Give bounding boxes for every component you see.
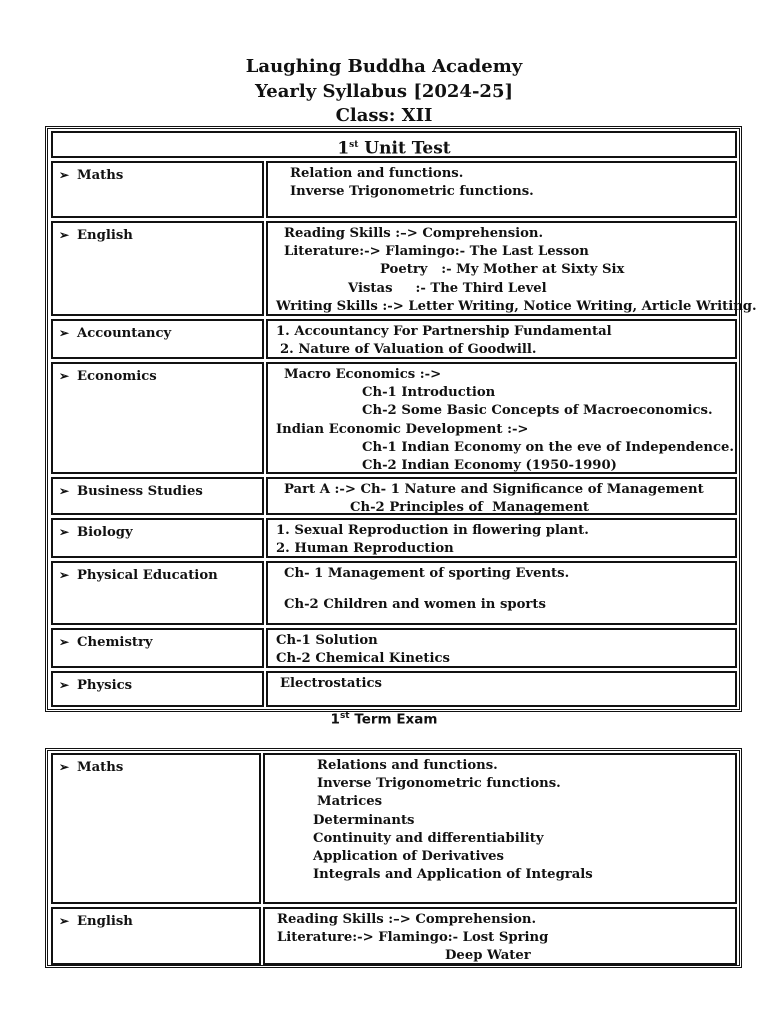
- topic-line: Ch-2 Indian Economy (1950-1990): [362, 458, 617, 474]
- topic-line: Ch-2 Principles of Management: [350, 500, 590, 516]
- topic-line: Macro Economics :->: [284, 367, 442, 382]
- topic-line: Writing Skills :-> Letter Writing, Notice Writing, Article Writing.: [276, 298, 757, 314]
- topic-line: Ch-1 Introduction: [362, 385, 496, 401]
- bullet-arrow-icon: ➢: [59, 914, 70, 928]
- topic-line: Poetry :- My Mother at Sixty Six: [380, 262, 625, 278]
- bullet-arrow-icon: ➢: [59, 228, 70, 242]
- topic-line: Ch-2 Chemical Kinetics: [276, 651, 450, 667]
- topic-line: 2. Human Reproduction: [276, 541, 454, 557]
- topic-line: Literature:-> Flamingo:- The Last Lesson: [284, 244, 589, 260]
- topic-line: Part A :-> Ch- 1 Nature and Significance of Management: [284, 482, 704, 497]
- unit-test-title: 1st Unit Test: [51, 131, 737, 158]
- topic-line: Electrostatics: [280, 676, 382, 691]
- topic-line: Inverse Trigonometric functions.: [317, 776, 561, 792]
- topic-line: Ch-2 Children and women in sports: [284, 597, 546, 613]
- topic-line: Relation and functions.: [290, 166, 464, 181]
- unit-topics-physics: [266, 671, 737, 707]
- topic-line: Reading Skills :–> Comprehension.: [277, 912, 537, 927]
- bullet-arrow-icon: ➢: [59, 369, 70, 383]
- topic-line: Reading Skills :–> Comprehension.: [284, 226, 544, 241]
- subject-label: Business Studies: [77, 484, 203, 499]
- unit-subject-accountancy: [51, 319, 264, 359]
- topic-line: Inverse Trigonometric functions.: [290, 184, 534, 200]
- syllabus-title: Yearly Syllabus [2024-25]: [255, 81, 513, 102]
- term-topics-maths: [263, 753, 737, 904]
- unit-subject-economics: [51, 362, 264, 474]
- bullet-arrow-icon: ➢: [59, 568, 70, 582]
- topic-line: Ch-1 Solution: [276, 633, 378, 648]
- topic-line: 1. Sexual Reproduction in flowering plant.: [276, 523, 589, 538]
- unit-topics-maths: [266, 161, 737, 218]
- bullet-arrow-icon: ➢: [59, 635, 70, 649]
- unit-topics-economics: [266, 362, 737, 474]
- unit-subject-maths: [51, 161, 264, 218]
- term-subject-maths: [51, 753, 261, 904]
- topic-line: Determinants: [313, 812, 415, 828]
- subject-label: Accountancy: [77, 326, 172, 341]
- class-label: Class: XII: [335, 105, 433, 126]
- unit-subject-physical-education: [51, 561, 264, 625]
- bullet-arrow-icon: ➢: [59, 678, 70, 692]
- term-subject-english: [51, 907, 261, 965]
- term-topics-english: [263, 907, 737, 965]
- topic-line: Ch- 1 Management of sporting Events.: [284, 566, 570, 581]
- subject-label: Maths: [77, 168, 124, 183]
- school-name: Laughing Buddha Academy: [245, 56, 523, 77]
- unit-subject-business-studies: [51, 477, 264, 515]
- topic-line: Relations and functions.: [317, 758, 498, 773]
- subject-label: Physics: [77, 678, 133, 693]
- topic-line: Matrices: [317, 794, 383, 810]
- topic-line: 2. Nature of Valuation of Goodwill.: [280, 342, 537, 358]
- subject-label: Physical Education: [77, 568, 218, 583]
- bullet-arrow-icon: ➢: [59, 168, 70, 182]
- unit-subject-physics: [51, 671, 264, 707]
- subject-label: English: [77, 228, 133, 243]
- unit-topics-biology: [266, 518, 737, 558]
- subject-label: Economics: [77, 369, 157, 384]
- unit-topics-business-studies: [266, 477, 737, 515]
- topic-line: Continuity and differentiability: [313, 830, 544, 846]
- unit-subject-chemistry: [51, 628, 264, 668]
- unit-subject-english: [51, 221, 264, 316]
- subject-label: Biology: [77, 525, 133, 540]
- bullet-arrow-icon: ➢: [59, 760, 70, 774]
- subject-label: English: [77, 914, 133, 929]
- topic-line: Integrals and Application of Integrals: [313, 867, 593, 883]
- topic-line: Deep Water: [445, 948, 531, 964]
- topic-line: Application of Derivatives: [313, 849, 504, 865]
- unit-topics-physical-education: [266, 561, 737, 625]
- topic-line: 1. Accountancy For Partnership Fundamental: [276, 324, 612, 339]
- bullet-arrow-icon: ➢: [59, 326, 70, 340]
- term-exam-title: 1st Term Exam: [330, 711, 438, 728]
- subject-label: Maths: [77, 760, 124, 775]
- topic-line: Vistas :- The Third Level: [348, 280, 547, 296]
- bullet-arrow-icon: ➢: [59, 525, 70, 539]
- subject-label: Chemistry: [77, 635, 153, 650]
- unit-subject-biology: [51, 518, 264, 558]
- unit-topics-accountancy: [266, 319, 737, 359]
- unit-topics-chemistry: [266, 628, 737, 668]
- topic-line: Indian Economic Development :->: [276, 421, 529, 437]
- unit-topics-english: [266, 221, 757, 316]
- bullet-arrow-icon: ➢: [59, 484, 70, 498]
- topic-line: Ch-1 Indian Economy on the eve of Independence.: [362, 439, 735, 455]
- topic-line: Ch-2 Some Basic Concepts of Macroeconomics.: [362, 403, 713, 419]
- topic-line: Literature:-> Flamingo:- Lost Spring: [277, 930, 549, 946]
